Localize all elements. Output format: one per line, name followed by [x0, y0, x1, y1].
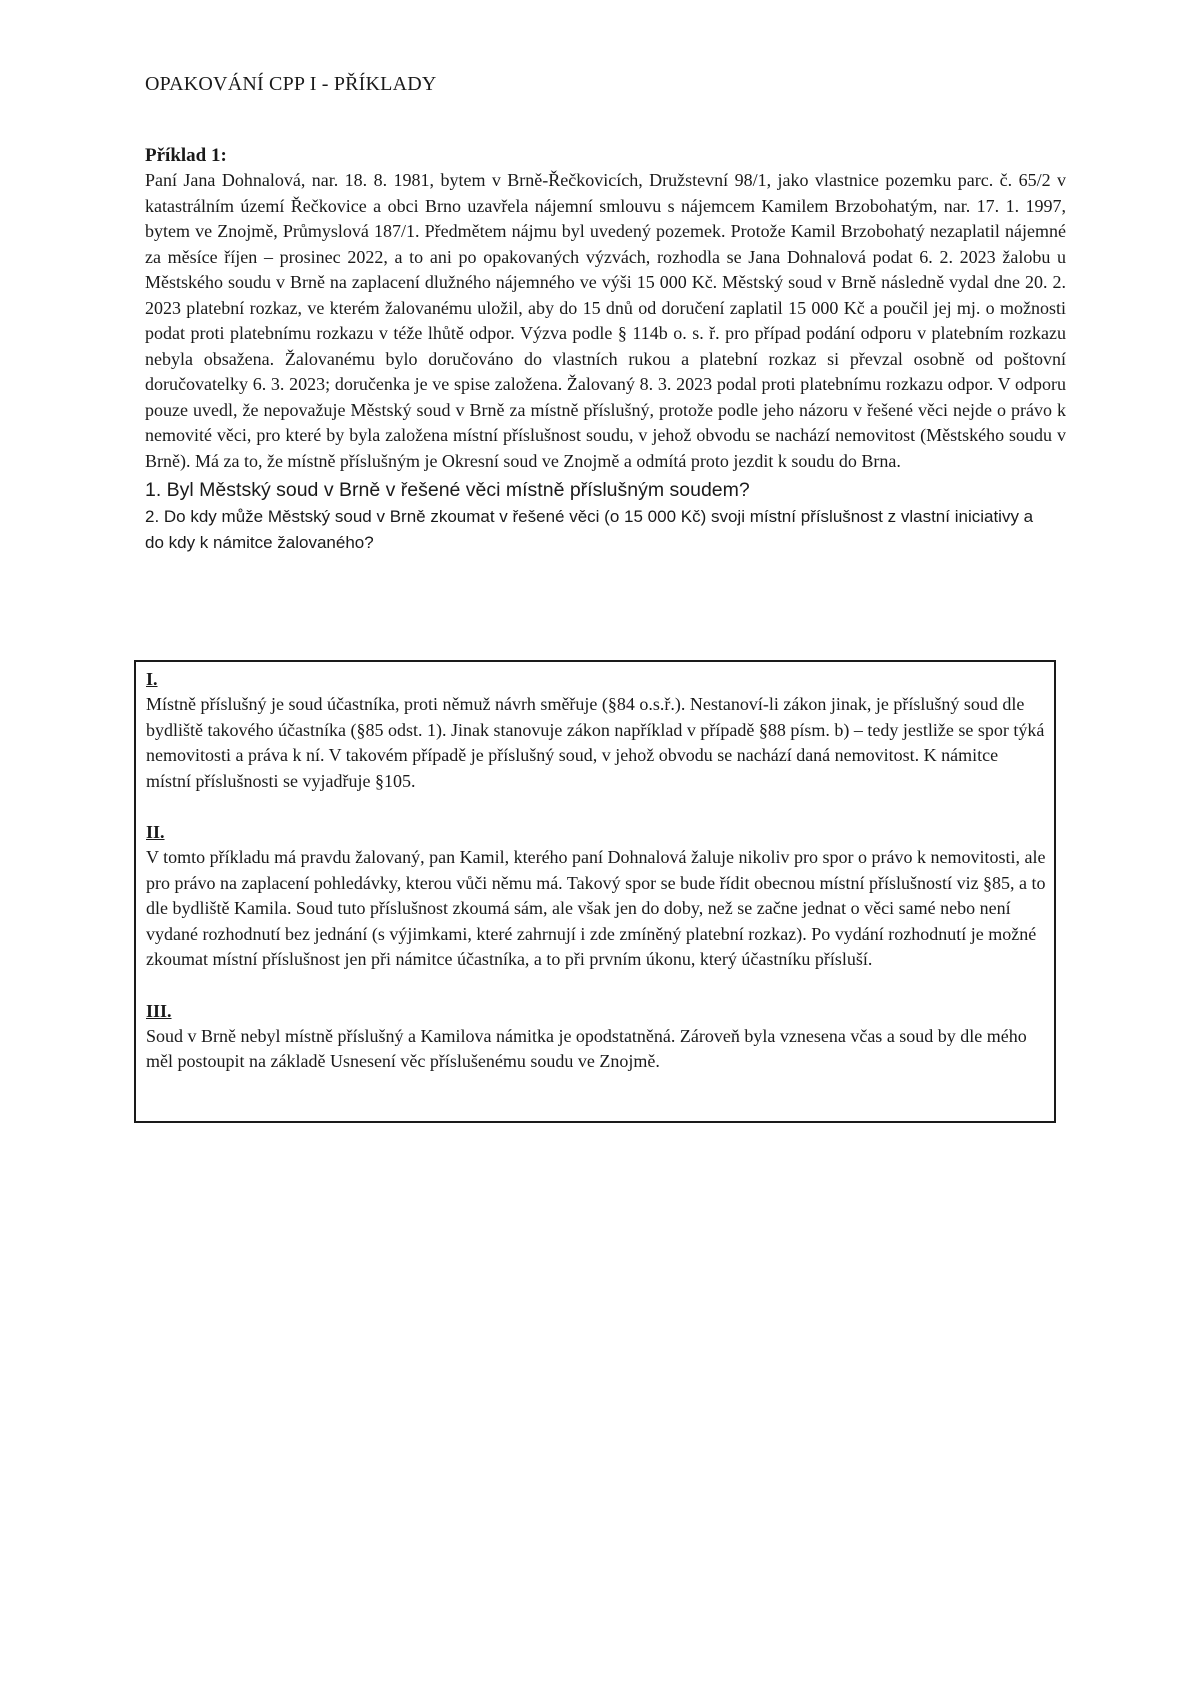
document-title: OPAKOVÁNÍ CPP I - PŘÍKLADY [145, 73, 437, 95]
example-heading: Příklad 1: [145, 145, 227, 166]
answer-text: V tomto příkladu má pravdu žalovaný, pan Kamil, kterého paní Dohnalová žaluje nikoliv pro spor o právo k nemovitosti, ale pro právo na zaplacení pohledávky, kterou vůči němu má. Takový spor se bude řídit obecnou místní příslušností viz §85, a to dle bydliště Kamila. Soud tuto příslušnost zkoumá sám, ale však jen do doby, než se začne jednat o věci samé nebo není vydané rozhodnutí bez jednání (s výjimkami, které zahrnují i zde zmíněný platební rozkaz). Po vydání rozhodnutí je možné zkoumat místní příslušnost jen při námitce účastníka, a to při prvním úkonu, který účastníku přísluší. [146, 847, 1046, 969]
answer-box [134, 660, 1056, 1123]
answer-section-2 [146, 820, 1046, 973]
example-section [145, 143, 1066, 556]
answer-text: Soud v Brně nebyl místně příslušný a Kamilova námitka je opodstatněná. Zároveň byla vznesena včas a soud by dle mého měl postoupit na základě Usnesení věc příslušenému soudu ve Znojmě. [146, 1025, 1027, 1071]
answer-section-3 [146, 999, 1046, 1075]
answer-heading: I. [146, 669, 158, 689]
answer-heading: II. [146, 822, 165, 842]
question-1: 1. Byl Městský soud v Brně v řešené věci místně příslušným soudem? [145, 479, 750, 501]
answer-section-1 [146, 667, 1046, 794]
answer-text: Místně příslušný je soud účastníka, proti němuž návrh směřuje (§84 o.s.ř.). Nestanoví-li zákon jinak, je příslušný soud dle bydliště takového účastníka (§85 odst. 1). Jinak stanovuje zákon například v případě §88 písm. b) – tedy jestliže se spor týká nemovitosti a práva k ní. V takovém případě je příslušný soud, v jehož obvodu se nachází daná nemovitost. K námitce místní příslušnosti se vyjadřuje §105. [146, 694, 1045, 791]
question-2: 2. Do kdy může Městský soud v Brně zkoumat v řešené věci (o 15 000 Kč) svoji místní příslušnost z vlastní iniciativy a do kdy k námitce žalovaného? [145, 507, 1034, 552]
answer-heading: III. [146, 1000, 172, 1021]
example-text: Paní Jana Dohnalová, nar. 18. 8. 1981, bytem v Brně-Řečkovicích, Družstevní 98/1, jako vlastnice pozemku parc. č. 65/2 v katastrálním území Řečkovice a obci Brno uzavřela nájemní smlouvu s nájemcem Kamilem Brzobohatým, nar. 17. 1. 1997, bytem ve Znojmě, Průmyslová 187/1. Předmětem nájmu byl uvedený pozemek. Protože Kamil Brzobohatý nezaplatil nájemné za měsíce říjen – prosinec 2022, a to ani po opakovaných výzvách, rozhodla se Jana Dohnalová podat 6. 2. 2023 žalobu u Městského soudu v Brně na zaplacení dlužného nájemného ve výši 15 000 Kč. Městský soud v Brně následně vydal dne 20. 2. 2023 platební rozkaz, ve kterém žalovanému uložil, aby do 15 dnů od doručení zaplatil 15 000 Kč a poučil jej mj. o možnosti podat proti platebnímu rozkazu v téže lhůtě odpor. Výzva podle § 114b o. s. ř. pro případ podání odporu v platebním rozkazu nebyla obsažena. Žalovanému bylo doručováno do vlastních rukou a platební rozkaz si převzal osobně od poštovní doručovatelky 6. 3. 2023; doručenka je ve spise založena. Žalovaný 8. 3. 2023 podal proti platebnímu rozkazu odpor. V odporu pouze uvedl, že nepovažuje Městský soud v Brně za místně příslušný, protože podle jeho názoru v řešené věci nejde o právo k nemovité věci, pro které by byla založena místní příslušnost soudu, v jehož obvodu se nachází nemovitost (Městského soudu v Brně). Má za to, že místně příslušným je Okresní soud ve Znojmě a odmítá proto jezdit k soudu do Brna. [145, 170, 1066, 471]
